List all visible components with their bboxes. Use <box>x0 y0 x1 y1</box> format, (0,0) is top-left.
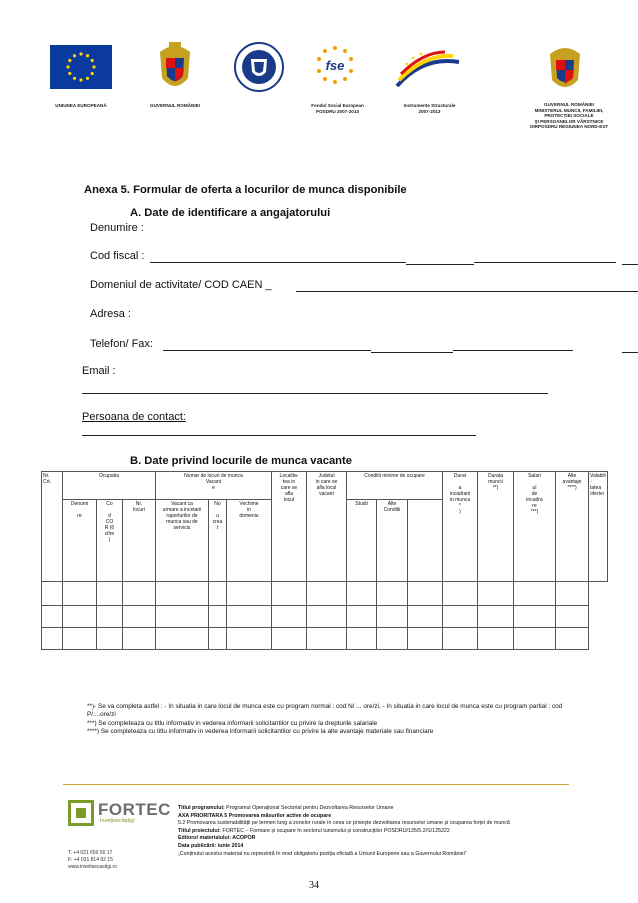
guvern-caption: GUVERNUL ROMÂNIEI <box>150 103 200 108</box>
table-cell[interactable] <box>408 582 443 606</box>
telefon-line-2[interactable] <box>371 352 453 353</box>
table-cell[interactable] <box>556 628 589 650</box>
table-cell[interactable] <box>63 582 97 606</box>
fortec-phone: T: +4 021 650 50 17 <box>68 850 113 856</box>
footnote-alte-avantaje: ****) Se completeaza cu titlu informativ in vederea informarii solicitantilor cu privire la alte avantaje materiale sau financiare <box>87 727 434 735</box>
table-cell[interactable] <box>347 582 377 606</box>
table-cell[interactable] <box>63 606 97 628</box>
table-cell[interactable] <box>123 606 156 628</box>
table-cell[interactable] <box>97 582 123 606</box>
table-cell[interactable] <box>42 582 63 606</box>
col-alte-avantaje: Alte avantaje ****) <box>556 472 589 582</box>
col-salariul: Salari ul de incadra re ***) <box>514 472 556 582</box>
col-ocupatia: Ocupatia <box>63 472 156 500</box>
adresa-label: Adresa : <box>90 308 131 320</box>
fortec-brand: FORTEC <box>98 800 171 819</box>
data-publicarii: Data publicării: iunie 2014 <box>178 842 244 849</box>
table-cell[interactable] <box>307 606 347 628</box>
footer-divider <box>63 784 569 785</box>
table-cell[interactable] <box>514 606 556 628</box>
cod-fiscal-label: Cod fiscal : <box>90 250 145 262</box>
ministry-caption: GUVERNUL ROMÂNIEI MINISTERUL MUNCII, FAMILIEI, PROTECȚIEI SOCIALE ȘI PERSOANELOR VÂRSTNICE OIRPOSDRU REGIUNEA NORD-EST <box>529 102 609 129</box>
table-cell[interactable] <box>97 628 123 650</box>
fortec-fax: F: +4 031 814 92 15 <box>68 857 113 863</box>
fortec-logo-icon <box>68 800 94 826</box>
subcol-denumire: Denumi re <box>63 500 97 582</box>
footer-program-info <box>178 805 578 858</box>
table-cell[interactable] <box>478 582 514 606</box>
table-cell[interactable] <box>209 606 227 628</box>
fse-logo-text: fse <box>325 58 345 73</box>
table-cell[interactable] <box>478 606 514 628</box>
fortec-contact <box>68 850 117 871</box>
table-cell[interactable] <box>556 582 589 606</box>
program-value: Programul Operațional Sectorial pentru Dezvoltarea Resurselor Umane <box>224 805 394 811</box>
col-conditii-minime: Conditii minime de ocupare <box>347 472 443 500</box>
table-cell[interactable] <box>227 628 272 650</box>
table-cell[interactable] <box>156 582 209 606</box>
persoana-contact-line[interactable] <box>82 435 476 436</box>
table-row <box>42 606 608 628</box>
col-localitatea: Localita- tea in care se afla locul <box>272 472 307 582</box>
form-title: Anexa 5. Formular de oferta a locurilor de munca disponibile <box>84 184 407 196</box>
section-a-heading: A. Date de identificare a angajatorului <box>130 207 331 219</box>
email-label: Email : <box>82 365 116 377</box>
cod-fiscal-line[interactable] <box>150 262 406 263</box>
denumire-label: Denumire : <box>90 222 144 234</box>
col-nr-crt: Nr. Crt. <box>42 472 63 582</box>
table-cell[interactable] <box>408 628 443 650</box>
table-cell[interactable] <box>377 606 408 628</box>
table-cell[interactable] <box>123 628 156 650</box>
fse-caption: Fondul Social European POSDRU 2007-2013 <box>311 103 364 114</box>
disclaimer: „Conținutul acestui material nu reprezintă în mod obligatoriu poziția oficială a Uniunii Europene sau a Guvernului României” <box>178 850 467 857</box>
telefon-fax-label: Telefon/ Fax: <box>90 338 153 350</box>
table-cell[interactable] <box>443 628 478 650</box>
table-cell[interactable] <box>42 606 63 628</box>
eu-flag-logo <box>50 45 112 89</box>
table-cell[interactable] <box>443 582 478 606</box>
col-durata-incadrarii: Durat a incadrarii in munca * ) <box>443 472 478 582</box>
subcol-alte-conditii: Alte Conditii <box>377 500 408 582</box>
table-cell[interactable] <box>209 628 227 650</box>
instrumente-structurale-logo <box>393 50 463 92</box>
table-cell[interactable] <box>227 606 272 628</box>
subcol-nr-locuri: Nr. locuri <box>123 500 156 582</box>
table-cell[interactable] <box>156 628 209 650</box>
ministry-labour-coat-of-arms-logo <box>546 40 584 96</box>
subcol-studii: Studii <box>347 500 377 582</box>
section-b-heading: B. Date privind locurile de munca vacante <box>130 455 352 467</box>
telefon-line[interactable] <box>163 350 371 351</box>
table-cell[interactable] <box>514 582 556 606</box>
table-cell[interactable] <box>307 628 347 650</box>
table-row <box>42 582 608 606</box>
fse-logo <box>312 42 358 88</box>
domeniu-label: Domeniul de activitate/ COD CAEN _ <box>90 279 272 291</box>
table-cell[interactable] <box>272 582 307 606</box>
table-cell[interactable] <box>63 628 97 650</box>
table-cell[interactable] <box>556 606 589 628</box>
table-cell[interactable] <box>97 606 123 628</box>
cod-fiscal-line-4[interactable] <box>622 264 638 265</box>
proiect-value: FORTEC – Formare și ocupare în sectorul turismului și construcțiilor POSDRU/135/5.2/S/125222 <box>220 827 450 834</box>
table-cell[interactable] <box>156 606 209 628</box>
table-cell[interactable] <box>408 606 443 628</box>
domeniu-line[interactable] <box>296 291 638 292</box>
cod-fiscal-line-3[interactable] <box>474 262 616 263</box>
proiect-label: Titlul proiectului: <box>178 827 221 834</box>
table-cell[interactable] <box>478 628 514 650</box>
program-label: Titlul programului: <box>178 805 225 811</box>
table-cell[interactable] <box>209 582 227 606</box>
table-cell[interactable] <box>377 628 408 650</box>
telefon-line-4[interactable] <box>622 352 638 353</box>
instrumente-caption: Instrumente Structurale 2007-2013 <box>403 103 456 114</box>
editor-material: Editorul materialului: ACOPOR <box>178 835 256 842</box>
fortec-tagline: Învețisecâștigi <box>100 818 135 824</box>
table-footnotes <box>87 703 587 736</box>
table-cell[interactable] <box>377 582 408 606</box>
table-cell[interactable] <box>514 628 556 650</box>
subcol-nou-create: No u crea t <box>209 500 227 582</box>
col-valabilitatea: Valabili - tatea ofertei <box>589 472 608 582</box>
subcol-vechime: Vechime in domeniu <box>227 500 272 582</box>
axa-prioritara: AXA PRIORITARA 5 Promovarea măsurilor active de ocupare <box>178 812 332 819</box>
table-cell[interactable] <box>272 628 307 650</box>
page-number: 34 <box>309 880 319 891</box>
table-cell[interactable] <box>123 582 156 606</box>
table-cell[interactable] <box>227 582 272 606</box>
footnote-durata-muncii: **)- Se va completa astfel : - In situatia in care locul de munca este cu program normal : cod N/ ... ore/zi, - In situatia in care locul de munca este cu program partial : cod P/....ore/zi <box>87 703 563 719</box>
ministry-seal-logo <box>234 42 284 92</box>
table-cell[interactable] <box>443 606 478 628</box>
col-numar-locuri: Numar de locuri de munca Vacant e <box>156 472 272 500</box>
subcol-cod-cor: Co d CO R (6 cifre ) <box>97 500 123 582</box>
table-cell[interactable] <box>347 628 377 650</box>
table-cell[interactable] <box>272 606 307 628</box>
table-cell[interactable] <box>347 606 377 628</box>
table-cell[interactable] <box>307 582 347 606</box>
email-line[interactable] <box>82 393 548 394</box>
domeniu-major: 5.2 Promovarea sustenabilității pe termen lung a zonelor rurale în ceea ce privește dezvoltarea resurselor umane și ocuparea forței de muncă <box>178 820 510 827</box>
footnote-salariul: ***) Se completeaza cu titlu informativ in vederea informarii solicitantilor cu privire la drepturile salariale <box>87 719 378 727</box>
eu-caption: UNIUNEA EUROPEANĂ <box>55 103 107 108</box>
telefon-line-3[interactable] <box>453 350 573 351</box>
romania-coat-of-arms-logo <box>156 38 194 96</box>
table-row <box>42 628 608 650</box>
col-durata-muncii: Durata muncii **) <box>478 472 514 582</box>
cod-fiscal-line-2[interactable] <box>406 264 474 265</box>
col-judetul: Judetul in care se afla locul vacant <box>307 472 347 582</box>
persoana-contact-label: Persoana de contact: <box>82 411 186 423</box>
subcol-vacante-incetare: Vacant ca urmare a incetarii raporturilor de munca sau de serviciu <box>156 500 209 582</box>
fortec-website[interactable]: www.invetisecastigi.ro <box>68 864 117 870</box>
table-cell[interactable] <box>42 628 63 650</box>
vacancies-table <box>41 471 608 650</box>
